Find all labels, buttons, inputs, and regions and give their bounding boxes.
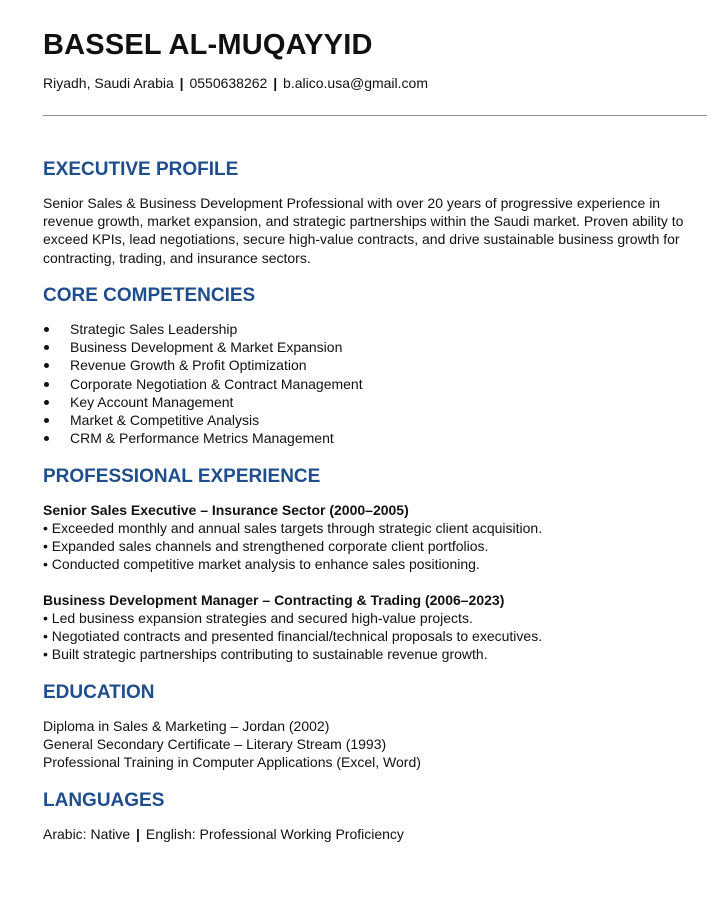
section-title-professional-experience: PROFESSIONAL EXPERIENCE (43, 466, 321, 487)
list-item (43, 338, 363, 356)
job-heading-senior-sales-executive: Senior Sales Executive – Insurance Sector (2000–2005) (43, 502, 409, 518)
language-arabic: Arabic: Native (43, 826, 131, 842)
competency-label: Key Account Management (70, 393, 234, 410)
competency-label: CRM & Performance Metrics Management (70, 430, 334, 447)
section-title-executive-profile: EXECUTIVE PROFILE (43, 159, 239, 180)
bullet-icon (44, 363, 49, 368)
competency-label: Corporate Negotiation & Contract Management (70, 375, 363, 392)
contact-separator: | (179, 75, 184, 91)
job-achievements-list (43, 519, 542, 574)
list-item: • Conducted competitive market analysis to enhance sales positioning. (43, 556, 480, 573)
language-english: English: Professional Working Proficiency (145, 826, 404, 842)
section-title-education: EDUCATION (43, 682, 155, 703)
bullet-icon (44, 400, 49, 405)
list-item: • Built strategic partnerships contributing to sustainable revenue growth. (43, 646, 488, 663)
executive-profile-text: Senior Sales & Business Development Professional with over 20 years of progressive experience in revenue growth, market expansion, and strategic partnerships within the Saudi market. Proven ability to exceed KPIs, lead negotiations, secure high-value contracts, and drive sustainable business growth for contracting, trading, and insurance sectors. (43, 195, 684, 266)
contact-separator: | (273, 75, 278, 91)
list-item (43, 356, 363, 374)
list-item: • Expanded sales channels and strengthened corporate client portfolios. (43, 538, 489, 555)
language-separator: | (136, 826, 140, 842)
languages-line (43, 825, 404, 843)
header-divider (43, 115, 707, 116)
competency-label: Business Development & Market Expansion (70, 339, 343, 356)
list-item (43, 393, 363, 411)
bullet-icon (44, 382, 49, 387)
list-item: Diploma in Sales & Marketing – Jordan (2002) (43, 718, 330, 734)
candidate-name: BASSEL AL-MUQAYYID (43, 29, 373, 61)
list-item (43, 411, 363, 429)
section-title-languages: LANGUAGES (43, 790, 165, 811)
list-item: Professional Training in Computer Applications (Excel, Word) (43, 754, 421, 771)
job-heading-business-development-manager: Business Development Manager – Contracting & Trading (2006–2023) (43, 592, 505, 608)
contact-location: Riyadh, Saudi Arabia (43, 75, 174, 91)
list-item (43, 429, 363, 447)
list-item (43, 320, 363, 338)
job-achievements-list (43, 609, 542, 664)
contact-line (43, 74, 428, 92)
competencies-list (43, 320, 363, 447)
competency-label: Market & Competitive Analysis (70, 412, 260, 429)
education-list (43, 717, 421, 772)
bullet-icon (44, 436, 49, 441)
list-item (43, 375, 363, 393)
list-item: • Exceeded monthly and annual sales targets through strategic client acquisition. (43, 520, 543, 536)
contact-email: b.alico.usa@gmail.com (283, 75, 428, 91)
bullet-icon (44, 418, 49, 423)
section-title-core-competencies: CORE COMPETENCIES (43, 285, 256, 306)
list-item: • Negotiated contracts and presented financial/technical proposals to executives. (43, 628, 543, 645)
contact-phone: 0550638262 (189, 75, 268, 91)
bullet-icon (44, 345, 49, 350)
list-item: • Led business expansion strategies and secured high-value projects. (43, 610, 473, 626)
competency-label: Strategic Sales Leadership (70, 321, 238, 337)
competency-label: Revenue Growth & Profit Optimization (70, 357, 307, 374)
bullet-icon (44, 327, 49, 332)
list-item: General Secondary Certificate – Literary Stream (1993) (43, 736, 387, 753)
